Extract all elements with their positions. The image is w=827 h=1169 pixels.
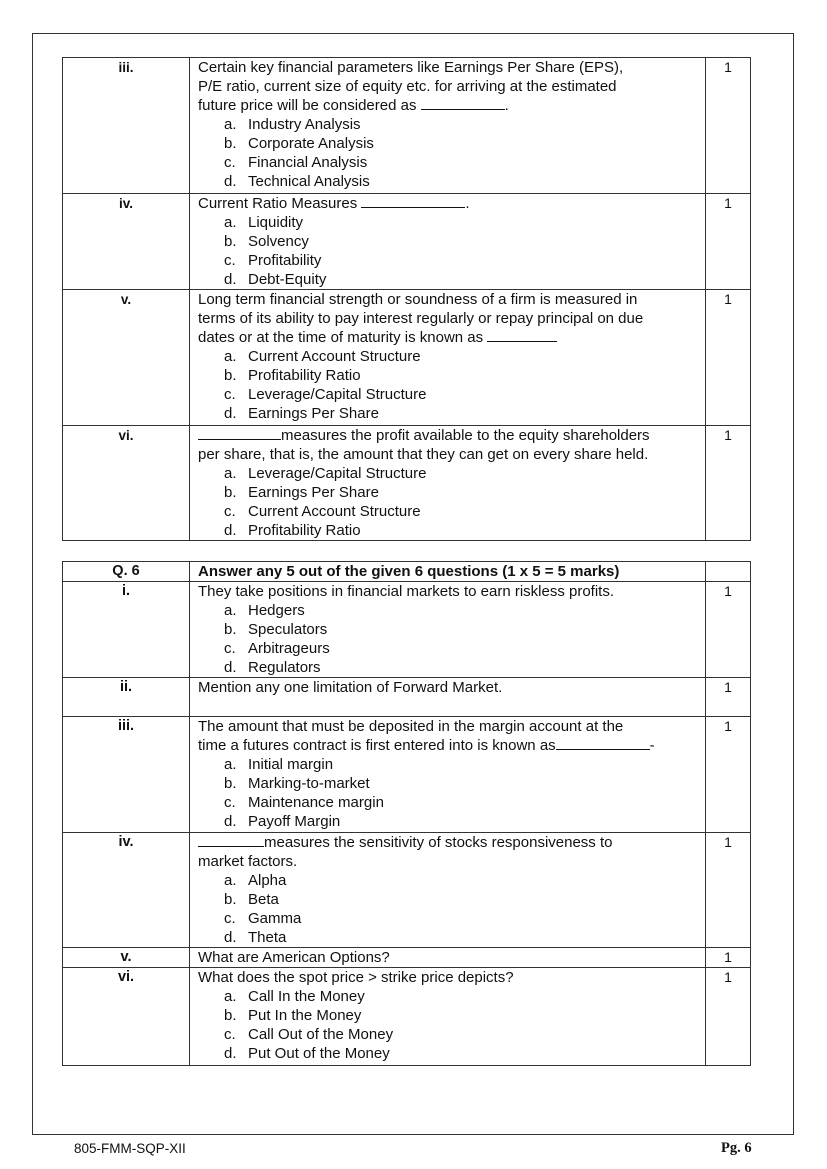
option (198, 871, 701, 890)
question-cell (190, 948, 706, 968)
option (198, 928, 701, 947)
question-text: market factors. (198, 853, 298, 870)
option-letter: c. (224, 794, 236, 811)
option-letter: c. (224, 640, 236, 657)
question-text-line (198, 328, 701, 347)
option (198, 890, 701, 909)
option (198, 639, 701, 658)
question-number: v. (63, 948, 190, 968)
question-cell (190, 717, 706, 833)
option-letter: c. (224, 386, 236, 403)
question-number: iii. (63, 58, 190, 194)
question-cell (190, 426, 706, 541)
question-text-line (198, 833, 701, 852)
option-letter: c. (224, 252, 236, 269)
question-cell (190, 833, 706, 948)
option-letter: c. (224, 910, 236, 927)
option-text: Put Out of the Money (248, 1045, 390, 1062)
question-row (63, 833, 751, 948)
option-text: Maintenance margin (248, 794, 384, 811)
option-text: Earnings Per Share (248, 405, 379, 422)
question-text-line (198, 426, 701, 445)
option-letter: d. (224, 271, 237, 288)
question-row (63, 717, 751, 833)
question-row (63, 968, 751, 1066)
marks: 1 (706, 426, 751, 541)
option-letter: a. (224, 465, 237, 482)
option (198, 483, 701, 502)
question-number: ii. (63, 678, 190, 717)
option (198, 658, 701, 677)
option (198, 232, 701, 251)
option (198, 270, 701, 289)
option-letter: b. (224, 367, 237, 384)
option-letter: d. (224, 813, 237, 830)
option-text: Call In the Money (248, 988, 365, 1005)
option-text: Marking-to-market (248, 775, 370, 792)
question-row (63, 582, 751, 678)
question-row (63, 678, 751, 717)
answer-blank (198, 426, 281, 440)
option (198, 172, 701, 191)
option-letter: b. (224, 775, 237, 792)
page-number: Pg. 6 (721, 1140, 752, 1156)
blank-suffix: - (649, 737, 655, 754)
marks: 1 (706, 948, 751, 968)
option-letter: b. (224, 1007, 237, 1024)
option-text: Initial margin (248, 756, 334, 773)
question-text: measures the profit available to the equity shareholders (281, 427, 650, 444)
option-letter: d. (224, 1045, 237, 1062)
option (198, 502, 701, 521)
answer-blank (361, 194, 465, 208)
section-header-row (63, 562, 751, 582)
option-text: Theta (248, 929, 287, 946)
option (198, 1044, 701, 1063)
option (198, 213, 701, 232)
answer-blank (421, 96, 505, 110)
question-cell (190, 968, 706, 1066)
option-text: Solvency (248, 233, 309, 250)
question-number: iii. (63, 717, 190, 833)
question-number: vi. (63, 968, 190, 1066)
option-letter: a. (224, 756, 237, 773)
option-text: Financial Analysis (248, 154, 368, 171)
option-text: Gamma (248, 910, 302, 927)
question-text: P/E ratio, current size of equity etc. for arriving at the estimated (198, 78, 617, 95)
question-text: They take positions in financial markets to earn riskless profits. (198, 583, 615, 600)
answer-blank (487, 328, 557, 342)
option-text: Alpha (248, 872, 287, 889)
question-number: iv. (63, 833, 190, 948)
section-number: Q. 6 (63, 562, 190, 582)
marks: 1 (706, 968, 751, 1066)
answer-blank (556, 736, 650, 750)
blank-suffix: . (465, 195, 470, 212)
option-letter: b. (224, 621, 237, 638)
option-text: Regulators (248, 659, 321, 676)
question-text: Long term financial strength or soundness of a firm is measured in (198, 291, 638, 308)
option (198, 115, 701, 134)
option-text: Profitability Ratio (248, 522, 361, 539)
option-letter: c. (224, 1026, 236, 1043)
question-text-line (198, 96, 701, 115)
question-row (63, 948, 751, 968)
option-letter: a. (224, 602, 237, 619)
question-number: v. (63, 290, 190, 426)
option-letter: d. (224, 659, 237, 676)
question-text-line (198, 194, 701, 213)
option-text: Leverage/Capital Structure (248, 386, 427, 403)
option-letter: d. (224, 522, 237, 539)
option (198, 521, 701, 540)
question-text: measures the sensitivity of stocks responsiveness to (264, 834, 613, 851)
option (198, 793, 701, 812)
option-letter: c. (224, 503, 236, 520)
option-text: Put In the Money (248, 1007, 362, 1024)
option-letter: a. (224, 116, 237, 133)
question-text: future price will be considered as (198, 97, 421, 114)
option (198, 620, 701, 639)
option (198, 1006, 701, 1025)
marks: 1 (706, 717, 751, 833)
option-text: Industry Analysis (248, 116, 361, 133)
section-instruction: Answer any 5 out of the given 6 questions (1 x 5 = 5 marks) (190, 562, 706, 582)
question-text: terms of its ability to pay interest regularly or repay principal on due (198, 310, 644, 327)
question-text: dates or at the time of maturity is known as (198, 329, 488, 346)
option (198, 153, 701, 172)
question-text: What are American Options? (198, 949, 390, 966)
option-text: Debt-Equity (248, 271, 327, 288)
option-text: Current Account Structure (248, 348, 421, 365)
question-text: per share, that is, the amount that they can get on every share held. (198, 446, 649, 463)
question-row (63, 426, 751, 541)
option-text: Liquidity (248, 214, 304, 231)
option (198, 347, 701, 366)
option-text: Arbitrageurs (248, 640, 330, 657)
questions-table-q5-continued (62, 57, 751, 541)
option-text: Call Out of the Money (248, 1026, 394, 1043)
question-text: time a futures contract is first entered into is known as (198, 737, 556, 754)
option (198, 601, 701, 620)
marks: 1 (706, 194, 751, 290)
option-letter: a. (224, 214, 237, 231)
option-text: Current Account Structure (248, 503, 421, 520)
option-letter: a. (224, 872, 237, 889)
question-text-line (198, 736, 701, 755)
option-text: Speculators (248, 621, 328, 638)
option-letter: d. (224, 173, 237, 190)
option-text: Earnings Per Share (248, 484, 379, 501)
question-number: vi. (63, 426, 190, 541)
option (198, 134, 701, 153)
option (198, 1025, 701, 1044)
question-row (63, 290, 751, 426)
option (198, 251, 701, 270)
option-text: Corporate Analysis (248, 135, 374, 152)
option-text: Hedgers (248, 602, 305, 619)
option-text: Profitability Ratio (248, 367, 361, 384)
option-text: Profitability (248, 252, 322, 269)
question-row (63, 194, 751, 290)
option (198, 774, 701, 793)
question-cell (190, 58, 706, 194)
blank-suffix: . (504, 97, 509, 114)
option (198, 909, 701, 928)
option-text: Beta (248, 891, 279, 908)
question-text: Certain key financial parameters like Earnings Per Share (EPS), (198, 59, 624, 76)
question-number: iv. (63, 194, 190, 290)
question-text: Mention any one limitation of Forward Market. (198, 679, 503, 696)
questions-table-q6 (62, 561, 751, 1066)
option-letter: b. (224, 233, 237, 250)
option (198, 755, 701, 774)
question-row (63, 58, 751, 194)
question-cell (190, 582, 706, 678)
question-cell (190, 290, 706, 426)
option-text: Leverage/Capital Structure (248, 465, 427, 482)
option-letter: a. (224, 988, 237, 1005)
option-letter: d. (224, 405, 237, 422)
option-text: Technical Analysis (248, 173, 370, 190)
paper-code: 805-FMM-SQP-XII (74, 1141, 186, 1156)
marks: 1 (706, 582, 751, 678)
question-text: What does the spot price > strike price depicts? (198, 969, 514, 986)
marks: 1 (706, 833, 751, 948)
question-text: The amount that must be deposited in the margin account at the (198, 718, 624, 735)
option (198, 366, 701, 385)
option-letter: b. (224, 891, 237, 908)
option-text: Payoff Margin (248, 813, 341, 830)
option-letter: b. (224, 484, 237, 501)
question-number: i. (63, 582, 190, 678)
option (198, 812, 701, 831)
option (198, 464, 701, 483)
option (198, 987, 701, 1006)
option-letter: b. (224, 135, 237, 152)
question-cell (190, 194, 706, 290)
marks: 1 (706, 58, 751, 194)
option-letter: a. (224, 348, 237, 365)
question-cell (190, 678, 706, 717)
option-letter: c. (224, 154, 236, 171)
option (198, 404, 701, 423)
marks: 1 (706, 678, 751, 717)
option (198, 385, 701, 404)
marks: 1 (706, 290, 751, 426)
marks-header (706, 562, 751, 582)
option-letter: d. (224, 929, 237, 946)
question-text: Current Ratio Measures (198, 195, 362, 212)
answer-blank (198, 833, 264, 847)
